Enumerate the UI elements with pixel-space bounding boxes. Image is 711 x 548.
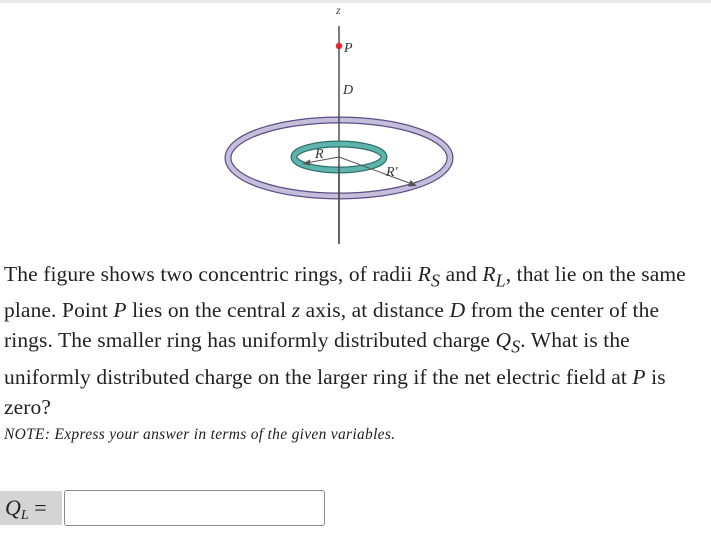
- large-radius-label: R': [386, 165, 398, 180]
- point-p-label: P: [344, 41, 353, 56]
- answer-label: $Q_L$ =: [0, 491, 62, 525]
- concentric-rings-figure: [0, 0, 711, 250]
- distance-d-label: D: [343, 83, 354, 98]
- problem-statement: The figure shows two concentric rings, of radii $R_S$ and $R_L$, that lie on the same plane. Point P lies on the central z axis, at distance D from the center of the rings. The smaller ring has uniformly distributed charge $Q_S$. What is the uniformly distributed charge on the larger ring if the net electric field at P is zero?: [4, 262, 686, 419]
- answer-note: NOTE: Express your answer in terms of the given variables.: [4, 426, 396, 443]
- answer-input[interactable]: [64, 490, 325, 526]
- z-axis-label: z: [336, 3, 341, 17]
- point-p-marker: [336, 43, 342, 49]
- small-radius-label: R: [315, 147, 324, 162]
- answer-row: [0, 487, 711, 531]
